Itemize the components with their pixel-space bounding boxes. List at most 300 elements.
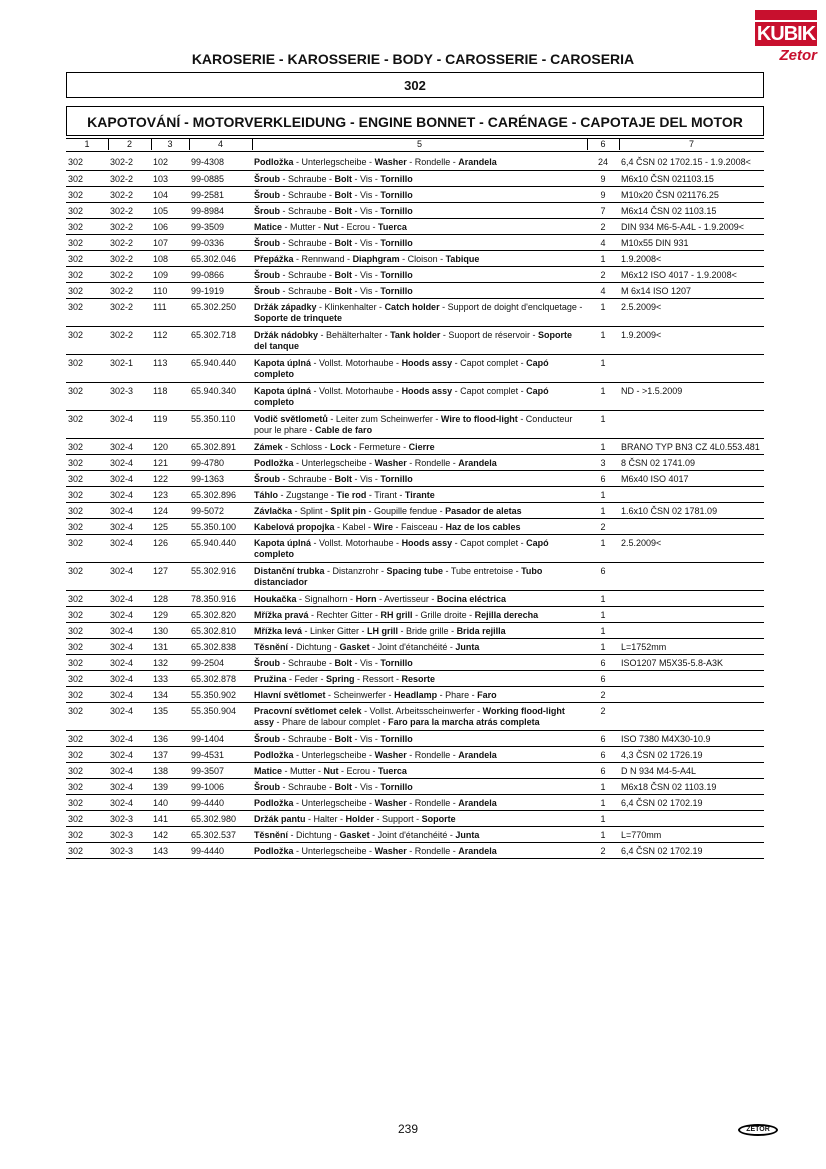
figure-cell: 302-2 xyxy=(108,154,151,170)
description-name: Matice xyxy=(254,221,283,232)
part-number-cell: 65.302.980 xyxy=(189,810,252,826)
figure-cell: 302-4 xyxy=(108,470,151,486)
description-desc: - Schraube - xyxy=(280,205,335,216)
description-cell xyxy=(252,686,587,702)
description-en: Diaphgram xyxy=(352,253,400,264)
note-cell: 8 ČSN 02 1741.09 xyxy=(619,454,764,470)
description-es: Soporte xyxy=(421,813,456,824)
description-name: Šroub xyxy=(254,285,280,296)
part-number-cell: 99-2504 xyxy=(189,654,252,670)
description-name: Kapota úplná xyxy=(254,357,312,368)
description-desc: - Rennwand - xyxy=(293,253,353,264)
description-desc: - Schraube - xyxy=(280,189,335,200)
note-cell: 6,4 ČSN 02 1702.19 xyxy=(619,842,764,858)
note-cell xyxy=(619,810,764,826)
description-es: Soporte del tanque xyxy=(254,329,572,351)
description-cell xyxy=(252,562,587,590)
description-desc: - Rechter Gitter - xyxy=(308,609,381,620)
group-cell: 302 xyxy=(66,470,108,486)
figure-cell: 302-4 xyxy=(108,762,151,778)
table-row xyxy=(66,686,764,702)
note-cell: L=770mm xyxy=(619,826,764,842)
part-number-cell: 99-1363 xyxy=(189,470,252,486)
part-number-cell: 65.302.718 xyxy=(189,326,252,354)
group-cell: 302 xyxy=(66,730,108,746)
description-es: Haz de los cables xyxy=(445,521,521,532)
description-name: Šroub xyxy=(254,205,280,216)
part-number-cell: 65.940.440 xyxy=(189,534,252,562)
description-rest: - Capot complet - xyxy=(452,537,527,548)
description-en: Spacing tube xyxy=(386,565,444,576)
description-desc: - Feder - xyxy=(286,673,327,684)
description-desc: - Distanzrohr - xyxy=(324,565,387,576)
group-cell: 302 xyxy=(66,590,108,606)
group-cell: 302 xyxy=(66,298,108,326)
logo-bottom-text: Zetor xyxy=(779,47,817,64)
description-name: Šroub xyxy=(254,269,280,280)
description-en: Washer xyxy=(374,457,407,468)
note-cell: BRANO TYP BN3 CZ 4L0.553.481 xyxy=(619,438,764,454)
table-row xyxy=(66,170,764,186)
description-cell xyxy=(252,654,587,670)
description-es: Tornillo xyxy=(380,237,413,248)
position-cell: 143 xyxy=(151,842,189,858)
quantity-cell: 6 xyxy=(587,470,619,486)
logo-top-text: KUBIK xyxy=(756,23,816,45)
position-cell: 113 xyxy=(151,354,189,382)
description-es: Cierre xyxy=(408,441,435,452)
description-es: Rejilla derecha xyxy=(474,609,539,620)
description-cell xyxy=(252,266,587,282)
description-rest: - Rondelle - xyxy=(406,457,459,468)
note-cell: M6x40 ISO 4017 xyxy=(619,470,764,486)
position-cell: 128 xyxy=(151,590,189,606)
quantity-cell: 2 xyxy=(587,518,619,534)
part-number-cell: 99-3507 xyxy=(189,762,252,778)
figure-cell: 302-4 xyxy=(108,670,151,686)
position-cell: 112 xyxy=(151,326,189,354)
description-name: Pracovní světlomet celek xyxy=(254,705,362,716)
figure-cell: 302-3 xyxy=(108,382,151,410)
figure-cell: 302-4 xyxy=(108,638,151,654)
quantity-cell: 1 xyxy=(587,354,619,382)
description-cell xyxy=(252,762,587,778)
position-cell: 104 xyxy=(151,186,189,202)
note-cell: 6,4 ČSN 02 1702.15 - 1.9.2008< xyxy=(619,154,764,170)
table-row xyxy=(66,826,764,842)
description-cell xyxy=(252,486,587,502)
position-cell: 111 xyxy=(151,298,189,326)
description-cell xyxy=(252,810,587,826)
group-cell: 302 xyxy=(66,826,108,842)
column-header: 1 xyxy=(66,139,109,150)
description-name: Pružina xyxy=(254,673,287,684)
note-cell: M6x18 ČSN 02 1103.19 xyxy=(619,778,764,794)
part-number-cell: 55.350.902 xyxy=(189,686,252,702)
description-name: Šroub xyxy=(254,237,280,248)
quantity-cell: 4 xyxy=(587,234,619,250)
part-number-cell: 55.350.110 xyxy=(189,410,252,438)
description-rest: - Vis - xyxy=(352,733,381,744)
group-cell: 302 xyxy=(66,746,108,762)
description-cell xyxy=(252,518,587,534)
description-es: Tuerca xyxy=(378,221,407,232)
note-cell xyxy=(619,702,764,730)
quantity-cell: 4 xyxy=(587,282,619,298)
group-cell: 302 xyxy=(66,762,108,778)
description-cell xyxy=(252,826,587,842)
description-cell xyxy=(252,470,587,486)
figure-cell: 302-4 xyxy=(108,654,151,670)
quantity-cell: 2 xyxy=(587,702,619,730)
table-row xyxy=(66,218,764,234)
position-cell: 120 xyxy=(151,438,189,454)
description-es: Tornillo xyxy=(380,269,413,280)
description-en: Working flood-light assy xyxy=(254,705,565,727)
quantity-cell: 1 xyxy=(587,382,619,410)
section-title: KAPOTOVÁNÍ - MOTORVERKLEIDUNG - ENGINE BONNET - CARÉNAGE - CAPOTAJE DEL MOTOR xyxy=(66,106,764,136)
description-desc: - Unterlegscheibe - xyxy=(293,845,375,856)
part-number-cell: 65.302.878 xyxy=(189,670,252,686)
description-rest: - Faisceau - xyxy=(392,521,446,532)
quantity-cell: 9 xyxy=(587,186,619,202)
group-cell: 302 xyxy=(66,154,108,170)
table-row xyxy=(66,778,764,794)
part-number-cell: 55.302.916 xyxy=(189,562,252,590)
figure-cell: 302-1 xyxy=(108,354,151,382)
quantity-cell: 1 xyxy=(587,326,619,354)
description-rest: - Vis - xyxy=(352,189,381,200)
position-cell: 126 xyxy=(151,534,189,562)
part-number-cell: 65.302.820 xyxy=(189,606,252,622)
figure-cell: 302-2 xyxy=(108,266,151,282)
description-rest: - Joint d'étanchéité - xyxy=(369,641,456,652)
description-rest: - Vis - xyxy=(352,781,381,792)
figure-cell: 302-4 xyxy=(108,534,151,562)
description-en: Horn xyxy=(355,593,377,604)
column-header: 2 xyxy=(108,139,152,150)
quantity-cell: 1 xyxy=(587,410,619,438)
figure-cell: 302-4 xyxy=(108,702,151,730)
position-cell: 131 xyxy=(151,638,189,654)
description-es: Tabique xyxy=(445,253,480,264)
figure-cell: 302-3 xyxy=(108,826,151,842)
description-cell xyxy=(252,794,587,810)
description-en: Bolt xyxy=(334,269,353,280)
note-cell xyxy=(619,606,764,622)
table-row xyxy=(66,534,764,562)
note-cell xyxy=(619,562,764,590)
description-desc: - Scheinwerfer - xyxy=(325,689,395,700)
description-desc: - Dichtung - xyxy=(288,641,340,652)
figure-cell: 302-4 xyxy=(108,590,151,606)
table-row xyxy=(66,250,764,266)
description-en: Bolt xyxy=(334,733,353,744)
figure-cell: 302-4 xyxy=(108,518,151,534)
description-desc: - Schraube - xyxy=(280,173,335,184)
part-number-cell: 99-0866 xyxy=(189,266,252,282)
description-desc: - Schraube - xyxy=(280,473,335,484)
table-row xyxy=(66,502,764,518)
description-es: Capó completo xyxy=(254,537,549,559)
description-rest: - Ressort - xyxy=(354,673,402,684)
description-cell xyxy=(252,670,587,686)
part-number-cell: 99-0336 xyxy=(189,234,252,250)
description-cell xyxy=(252,534,587,562)
description-name: Šroub xyxy=(254,189,280,200)
note-cell: M6x14 ČSN 02 1103.15 xyxy=(619,202,764,218)
note-cell: M10x55 DIN 931 xyxy=(619,234,764,250)
figure-cell: 302-4 xyxy=(108,606,151,622)
quantity-cell: 3 xyxy=(587,454,619,470)
table-row xyxy=(66,282,764,298)
description-rest: - Vis - xyxy=(352,657,381,668)
quantity-cell: 1 xyxy=(587,486,619,502)
position-cell: 130 xyxy=(151,622,189,638)
table-row xyxy=(66,670,764,686)
description-cell xyxy=(252,354,587,382)
description-rest: - Rondelle - xyxy=(406,797,459,808)
quantity-cell: 2 xyxy=(587,842,619,858)
group-cell: 302 xyxy=(66,250,108,266)
description-es: Pasador de aletas xyxy=(445,505,522,516)
description-desc: - Schloss - xyxy=(282,441,331,452)
quantity-cell: 1 xyxy=(587,810,619,826)
description-en: Washer xyxy=(374,845,407,856)
part-number-cell: 65.302.250 xyxy=(189,298,252,326)
group-cell: 302 xyxy=(66,670,108,686)
description-es: Arandela xyxy=(458,457,497,468)
position-cell: 140 xyxy=(151,794,189,810)
part-number-cell: 65.940.340 xyxy=(189,382,252,410)
description-rest: - Ecrou - xyxy=(338,221,379,232)
description-cell xyxy=(252,382,587,410)
description-cell xyxy=(252,454,587,470)
position-cell: 124 xyxy=(151,502,189,518)
description-name: Kapota úplná xyxy=(254,385,312,396)
group-cell: 302 xyxy=(66,438,108,454)
group-cell: 302 xyxy=(66,810,108,826)
figure-cell: 302-4 xyxy=(108,730,151,746)
description-rest: - Cloison - xyxy=(399,253,446,264)
description-es: Tuerca xyxy=(378,765,407,776)
description-cell xyxy=(252,606,587,622)
description-name: Přepážka xyxy=(254,253,294,264)
description-es: Tornillo xyxy=(380,473,413,484)
part-number-cell: 99-4531 xyxy=(189,746,252,762)
description-rest: - Vis - xyxy=(352,285,381,296)
description-cell xyxy=(252,842,587,858)
description-rest: - Support - xyxy=(374,813,422,824)
position-cell: 133 xyxy=(151,670,189,686)
part-number-cell: 65.302.046 xyxy=(189,250,252,266)
figure-cell: 302-4 xyxy=(108,686,151,702)
description-cell xyxy=(252,746,587,762)
figure-cell: 302-2 xyxy=(108,234,151,250)
table-row xyxy=(66,762,764,778)
description-rest: - Tube entretoise - xyxy=(443,565,522,576)
description-es: Arandela xyxy=(458,749,497,760)
position-cell: 110 xyxy=(151,282,189,298)
group-cell: 302 xyxy=(66,170,108,186)
description-rest: - Suoport de réservoir - xyxy=(440,329,538,340)
position-cell: 107 xyxy=(151,234,189,250)
description-cell xyxy=(252,502,587,518)
position-cell: 125 xyxy=(151,518,189,534)
quantity-cell: 1 xyxy=(587,638,619,654)
description-name: Závlačka xyxy=(254,505,293,516)
table-row xyxy=(66,702,764,730)
description-cell xyxy=(252,298,587,326)
description-rest: - Vis - xyxy=(352,205,381,216)
description-rest: - Vis - xyxy=(352,269,381,280)
description-name: Držák nádobky xyxy=(254,329,319,340)
description-name: Zámek xyxy=(254,441,283,452)
description-es: Brida rejilla xyxy=(456,625,506,636)
position-cell: 142 xyxy=(151,826,189,842)
description-rest: - Joint d'étanchéité - xyxy=(369,829,456,840)
quantity-cell: 24 xyxy=(587,154,619,170)
description-desc: - Unterlegscheibe - xyxy=(293,157,375,167)
description-name: Podložka xyxy=(254,157,294,167)
description-en: Washer xyxy=(374,157,407,167)
description-es: Faro para la marcha atrás completa xyxy=(388,716,540,727)
position-cell: 118 xyxy=(151,382,189,410)
description-en: Bolt xyxy=(334,781,353,792)
figure-cell: 302-4 xyxy=(108,622,151,638)
part-number-cell: 99-4308 xyxy=(189,154,252,170)
description-name: Podložka xyxy=(254,457,294,468)
figure-cell: 302-2 xyxy=(108,298,151,326)
description-es: Bocina eléctrica xyxy=(436,593,506,604)
quantity-cell: 1 xyxy=(587,534,619,562)
quantity-cell: 7 xyxy=(587,202,619,218)
description-rest: - Capot complet - xyxy=(452,385,527,396)
quantity-cell: 2 xyxy=(587,686,619,702)
quantity-cell: 1 xyxy=(587,250,619,266)
description-desc: - Schraube - xyxy=(280,733,335,744)
description-desc: - Kabel - xyxy=(334,521,374,532)
group-cell: 302 xyxy=(66,454,108,470)
figure-cell: 302-2 xyxy=(108,326,151,354)
description-rest: - Bride grille - xyxy=(398,625,457,636)
quantity-cell: 6 xyxy=(587,746,619,762)
column-header: 6 xyxy=(587,139,620,150)
description-desc: - Behälterhalter - xyxy=(318,329,391,340)
quantity-cell: 1 xyxy=(587,622,619,638)
figure-cell: 302-4 xyxy=(108,562,151,590)
group-cell: 302 xyxy=(66,778,108,794)
description-name: Těsnění xyxy=(254,641,289,652)
description-name: Těsnění xyxy=(254,829,289,840)
quantity-cell: 1 xyxy=(587,438,619,454)
quantity-cell: 1 xyxy=(587,794,619,810)
description-name: Kabelová propojka xyxy=(254,521,335,532)
description-desc: - Splint - xyxy=(292,505,331,516)
column-header: 7 xyxy=(688,139,694,149)
description-desc: - Schraube - xyxy=(280,285,335,296)
description-en: Tank holder xyxy=(390,329,441,340)
group-cell: 302 xyxy=(66,502,108,518)
group-cell: 302 xyxy=(66,266,108,282)
description-cell xyxy=(252,410,587,438)
position-cell: 136 xyxy=(151,730,189,746)
description-en: Holder xyxy=(345,813,375,824)
note-cell xyxy=(619,686,764,702)
note-cell: ISO 7380 M4X30-10.9 xyxy=(619,730,764,746)
part-number-cell: 99-1404 xyxy=(189,730,252,746)
description-rest: - Vis - xyxy=(352,173,381,184)
figure-cell: 302-2 xyxy=(108,282,151,298)
quantity-cell: 6 xyxy=(587,670,619,686)
table-row xyxy=(66,810,764,826)
table-row xyxy=(66,454,764,470)
description-es: Junta xyxy=(455,641,480,652)
figure-cell: 302-2 xyxy=(108,202,151,218)
description-en: Bolt xyxy=(334,285,353,296)
quantity-cell: 6 xyxy=(587,730,619,746)
description-en: Catch holder xyxy=(384,301,440,312)
description-en: LH grill xyxy=(367,625,399,636)
part-number-cell: 65.302.891 xyxy=(189,438,252,454)
quantity-cell: 1 xyxy=(587,590,619,606)
group-code: 302 xyxy=(66,72,764,98)
description-desc: - Schraube - xyxy=(280,269,335,280)
description-desc: - Vollst. Motorhaube - xyxy=(311,385,402,396)
description-cell xyxy=(252,438,587,454)
note-cell: ISO1207 M5X35-5.8-A3K xyxy=(619,654,764,670)
quantity-cell: 1 xyxy=(587,606,619,622)
figure-cell: 302-2 xyxy=(108,170,151,186)
group-cell: 302 xyxy=(66,410,108,438)
description-name: Hlavní světlomet xyxy=(254,689,326,700)
position-cell: 121 xyxy=(151,454,189,470)
part-number-cell: 65.302.838 xyxy=(189,638,252,654)
position-cell: 102 xyxy=(151,154,189,170)
table-row xyxy=(66,730,764,746)
quantity-cell: 1 xyxy=(587,298,619,326)
column-header: 3 xyxy=(151,139,190,150)
figure-cell: 302-2 xyxy=(108,186,151,202)
description-en: Bolt xyxy=(334,189,353,200)
zetor-footer-logo: ZETOR xyxy=(738,1124,778,1136)
description-es: Resorte xyxy=(401,673,436,684)
note-cell: M 6x14 ISO 1207 xyxy=(619,282,764,298)
description-en: Gasket xyxy=(339,829,370,840)
part-number-cell: 99-8984 xyxy=(189,202,252,218)
description-es: Tornillo xyxy=(380,189,413,200)
description-desc: - Unterlegscheibe - xyxy=(293,797,375,808)
description-cell xyxy=(252,590,587,606)
description-desc: - Linker Gitter - xyxy=(302,625,368,636)
group-cell: 302 xyxy=(66,382,108,410)
quantity-cell: 1 xyxy=(587,778,619,794)
page-number: 239 xyxy=(398,1122,419,1136)
description-es: Junta xyxy=(455,829,480,840)
description-cell xyxy=(252,234,587,250)
part-number-cell: 99-4780 xyxy=(189,454,252,470)
table-row xyxy=(66,202,764,218)
table-row xyxy=(66,326,764,354)
part-number-cell: 99-3509 xyxy=(189,218,252,234)
description-desc: - Zugstange - xyxy=(278,489,337,500)
description-name: Mřížka pravá xyxy=(254,609,309,620)
part-number-cell: 99-5072 xyxy=(189,502,252,518)
description-en: Bolt xyxy=(334,205,353,216)
table-row xyxy=(66,410,764,438)
description-en: RH grill xyxy=(380,609,413,620)
description-en: Bolt xyxy=(334,473,353,484)
